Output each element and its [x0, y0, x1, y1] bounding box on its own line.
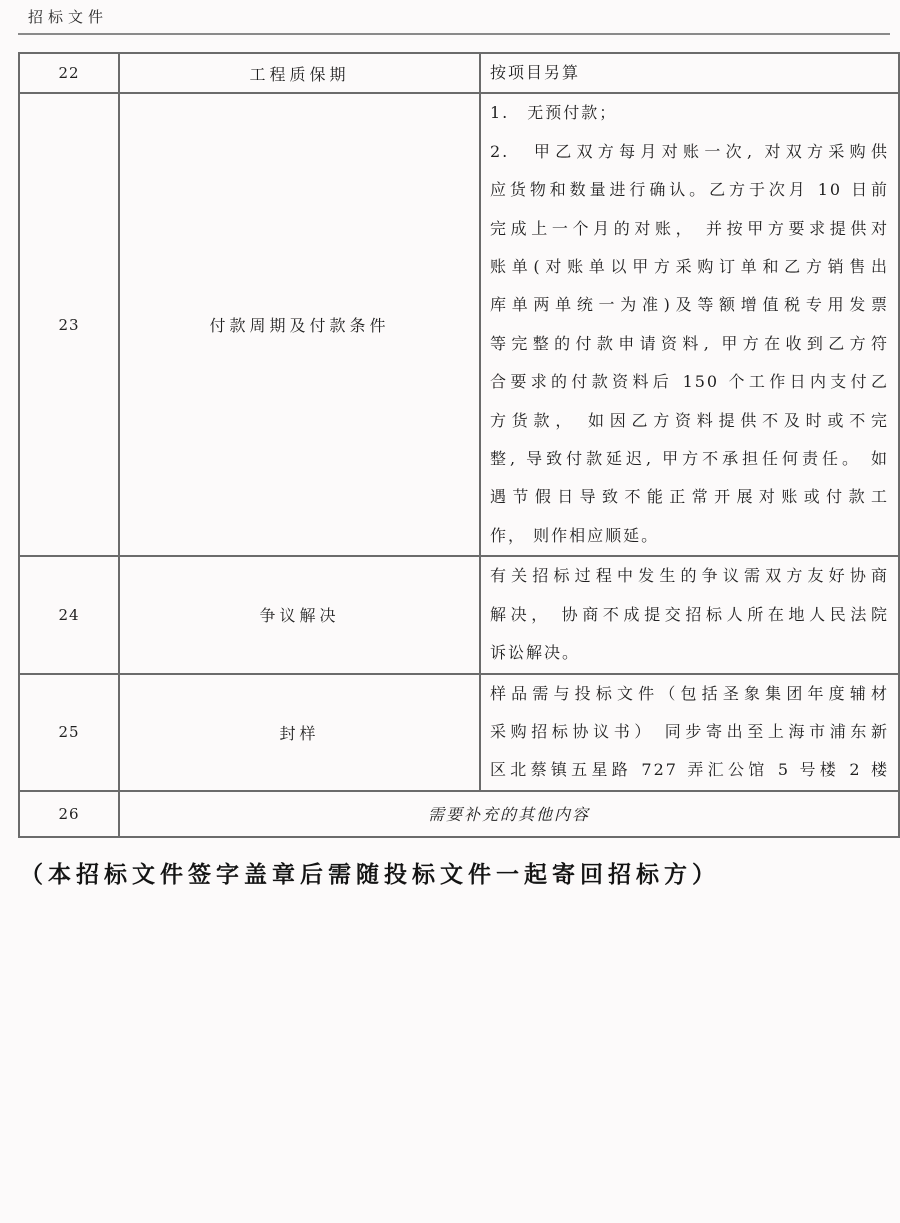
content-line: 区北蔡镇五星路 727 弄汇公馆 5 号楼 2 楼	[490, 760, 889, 780]
table-row-22	[19, 53, 899, 93]
content-line: 库单两单统一为准)及等额增值税专用发票	[490, 295, 889, 315]
content-line: 账单(对账单以甲方采购订单和乙方销售出	[490, 257, 889, 277]
row-content	[480, 556, 899, 673]
content-line: 按项目另算	[490, 63, 581, 82]
row-number: 26	[19, 791, 119, 837]
content-line: 作， 则作相应顺延。	[490, 525, 660, 545]
content-line: 等完整的付款申请资料, 甲方在收到乙方符	[490, 333, 889, 353]
row-number: 23	[19, 93, 119, 556]
content-line: 方货款， 如因乙方资料提供不及时或不完	[490, 410, 889, 430]
row-content	[480, 53, 899, 93]
row-label: 工程质保期	[119, 53, 480, 93]
content-line: 应货物和数量进行确认。乙方于次月 10 日前	[490, 180, 889, 200]
table-row-25	[19, 674, 899, 791]
content-line: 诉讼解决。	[490, 643, 581, 663]
content-line: 1. 无预付款；	[490, 103, 618, 123]
row-content	[480, 93, 899, 556]
table-row-24	[19, 556, 899, 673]
content-line: 整, 导致付款延迟, 甲方不承担任何责任。 如	[490, 449, 889, 469]
row-content	[480, 674, 899, 791]
content-line: 遇节假日导致不能正常开展对账或付款工	[490, 487, 889, 507]
content-line: 有关招标过程中发生的争议需双方友好协商	[490, 566, 889, 586]
tender-table	[18, 52, 900, 838]
content-line: 完成上一个月的对账， 并按甲方要求提供对	[490, 218, 889, 238]
row-label: 封样	[119, 674, 480, 791]
table-row-23	[19, 93, 899, 556]
content-line: 采购招标协议书） 同步寄出至上海市浦东新	[490, 721, 889, 741]
row-number: 24	[19, 556, 119, 673]
footer-note: （本招标文件签字盖章后需随投标文件一起寄回招标方）	[20, 860, 720, 888]
row-number: 22	[19, 53, 119, 93]
row-label: 争议解决	[119, 556, 480, 673]
header-rule	[18, 33, 890, 35]
row-number: 25	[19, 674, 119, 791]
content-line: 解决， 协商不成提交招标人所在地人民法院	[490, 604, 889, 624]
doc-header-title: 招标文件	[28, 8, 109, 26]
content-line: 2. 甲乙双方每月对账一次, 对双方采购供	[490, 141, 889, 161]
content-line: 合要求的付款资料后 150 个工作日内支付乙	[490, 372, 889, 392]
merged-note-cell: 需要补充的其他内容	[119, 791, 899, 837]
row-label: 付款周期及付款条件	[119, 93, 480, 556]
table-row-26	[19, 791, 899, 837]
content-line: 样品需与投标文件（包括圣象集团年度辅材	[490, 683, 889, 703]
